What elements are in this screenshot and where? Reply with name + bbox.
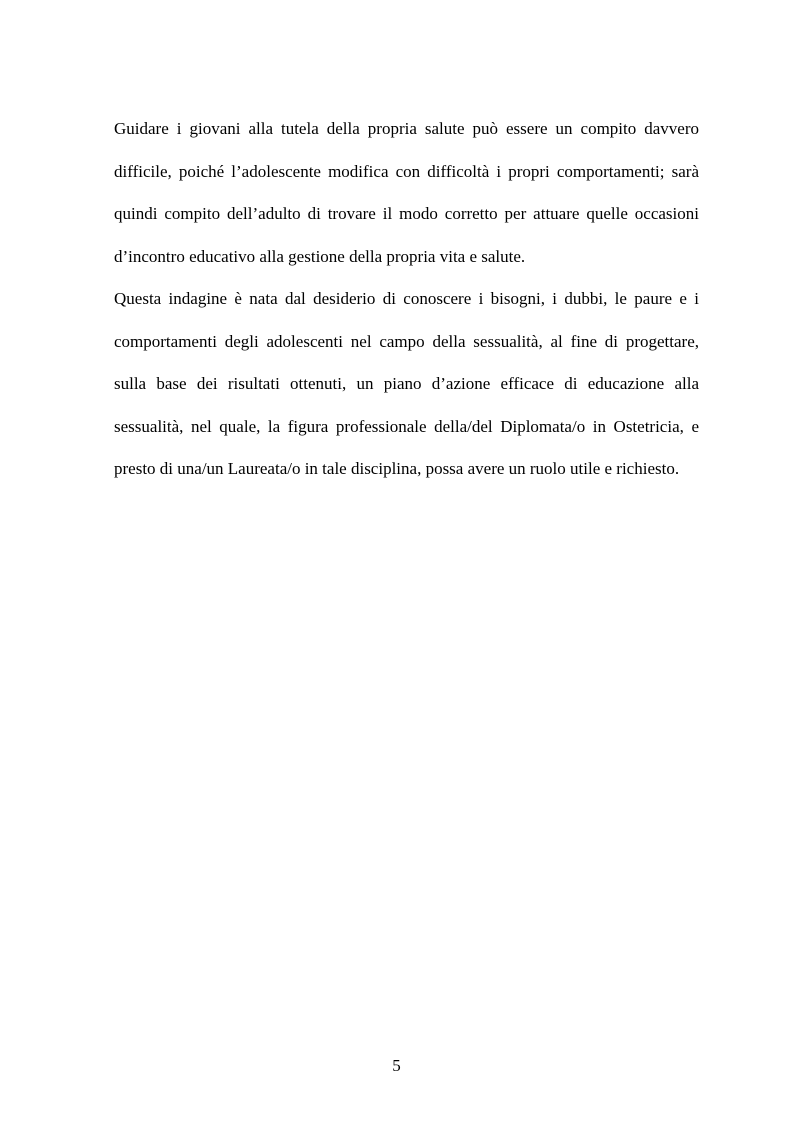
page-number: 5	[392, 1056, 401, 1075]
body-text	[114, 108, 699, 491]
paragraph-1: Guidare i giovani alla tutela della propria salute può essere un compito davvero difficile, poiché l’adolescente modifica con difficoltà i propri comportamenti; sarà quindi compito dell’adulto di trovare il modo corretto per attuare quelle occasioni d’incontro educativo alla gestione della propria vita e salute.	[114, 119, 699, 266]
paragraph-2: Questa indagine è nata dal desiderio di conoscere i bisogni, i dubbi, le paure e i comportamenti degli adolescenti nel campo della sessualità, al fine di progettare, sulla base dei risultati ottenuti, un piano d’azione efficace di educazione alla sessualità, nel quale, la figura professionale della/del Diplomata/o in Ostetricia, e presto di una/un Laureata/o in tale disciplina, possa avere un ruolo utile e richiesto.	[114, 289, 699, 478]
